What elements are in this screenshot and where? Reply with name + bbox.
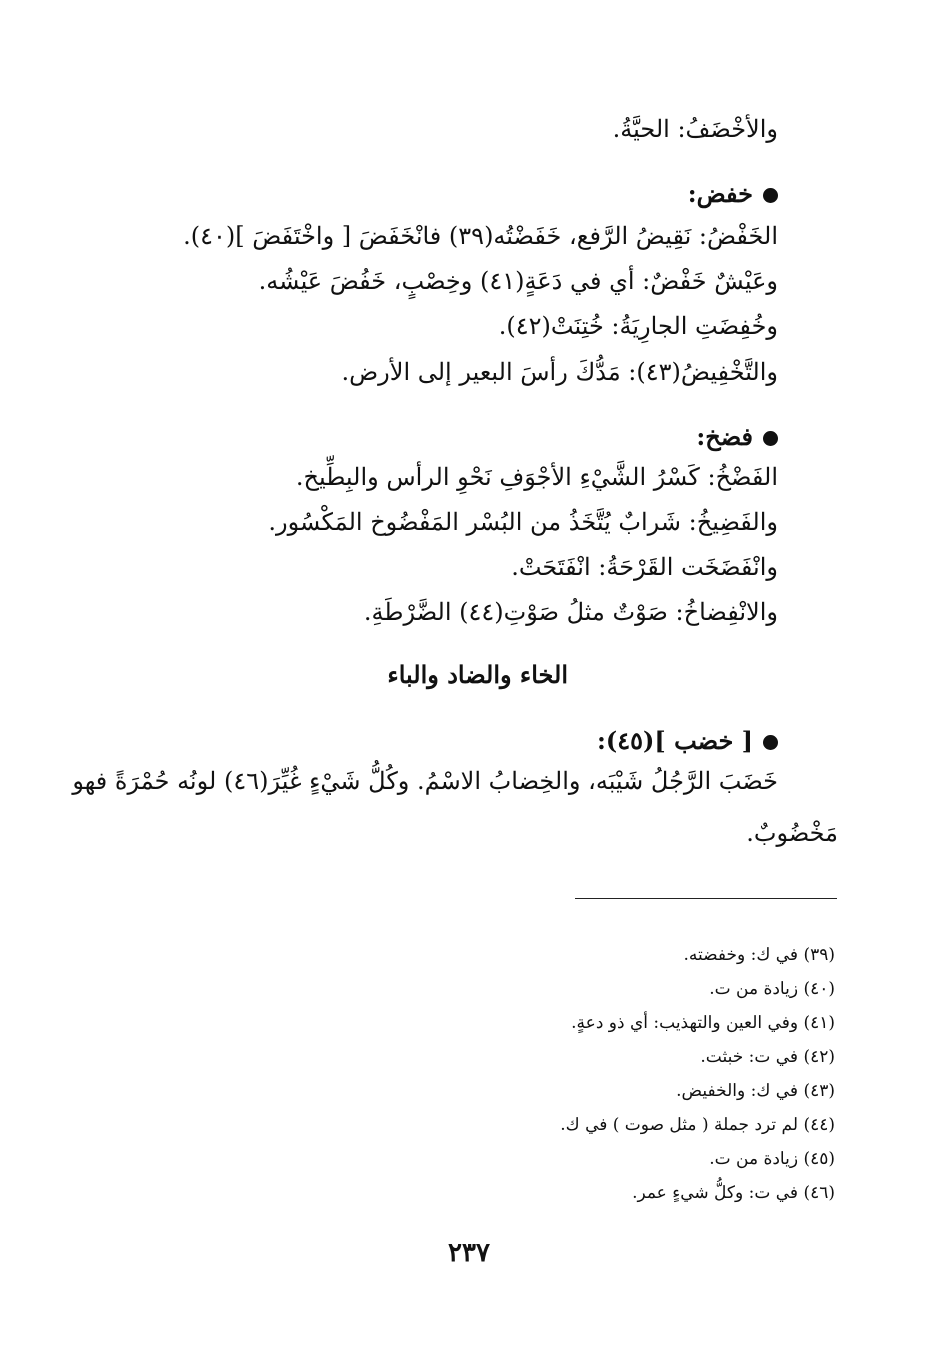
body-line: وخُفِضَتِ الجارِيَةُ: خُتِنَتْ(٤٢).	[498, 312, 778, 340]
bullet-icon	[763, 431, 778, 446]
body-line: والفَضِيخُ: شَرابٌ يُتَّخَذُ من البُسْر المَفْضُوخ المَكْسُور.	[268, 508, 778, 536]
footnote: (٤٠) زيادة من ت.	[709, 979, 835, 999]
headword-text: [ خضب ](٤٥):	[597, 726, 753, 755]
page-number: ٢٣٧	[448, 1238, 490, 1268]
body-line: والأخْضَفُ: الحيَّةُ.	[612, 115, 778, 143]
entry-headword-khadab	[597, 726, 778, 756]
footnote: (٤٦) في ت: وكلُّ شيءٍ عمر.	[632, 1183, 835, 1203]
body-line: الفَضْخُ: كَسْرُ الشَّيْءِ الأجْوَفِ نَحْوِ الرأس والبِطِّيخ.	[295, 463, 778, 491]
footnote: (٤٣) في ك: والخفيض.	[676, 1081, 835, 1101]
footnote: (٤٥) زيادة من ت.	[709, 1149, 835, 1169]
body-line: مَخْضُوبٌ.	[746, 819, 838, 847]
bullet-icon	[763, 735, 778, 750]
bullet-icon	[763, 188, 778, 203]
footnote-divider	[575, 898, 837, 899]
body-line: والتَّخْفِيضُ(٤٣): مَدُّكَ رأسَ البعير إلى الأرض.	[341, 358, 778, 386]
entry-headword-khafad	[688, 179, 778, 209]
footnote: (٤١) وفي العين والتهذيب: أي ذو دعةٍ.	[571, 1013, 835, 1033]
footnote: (٤٤) لم ترد جملة ( مثل صوت ) في ك.	[560, 1115, 835, 1135]
section-title: الخاء والضاد والباء	[387, 660, 568, 689]
headword-text: خفض:	[687, 179, 753, 208]
body-line: وعَيْشٌ خَفْضٌ: أي في دَعَةٍ(٤١) وخِصْبٍ، خَفُضَ عَيْشُه.	[258, 267, 778, 295]
body-line: والانْفِضاخُ: صَوْتٌ مثلُ صَوْتِ(٤٤) الضَّرْطَةِ.	[363, 598, 778, 626]
body-line: وانْفَضَخَت القَرْحَةُ: انْفَتَحَتْ.	[511, 553, 778, 581]
body-line: الخَفْضُ: نَقِيضُ الرَّفع، خَفَضْتُه(٣٩) فانْخَفَضَ [ واخْتَفَضَ ](٤٠).	[183, 222, 778, 250]
entry-headword-fadakh	[696, 422, 778, 452]
body-line: خَضَبَ الرَّجُلُ شَيْبَه، والخِضابُ الاسْمُ. وكُلُّ شَيْءٍ غُيِّرَ(٤٦) لونُه حُمْرَةً فهو	[72, 767, 778, 795]
footnote: (٣٩) في ك: وخفضته.	[683, 945, 835, 965]
footnote: (٤٢) في ت: خبثت.	[700, 1047, 835, 1067]
headword-text: فضخ:	[696, 422, 753, 451]
